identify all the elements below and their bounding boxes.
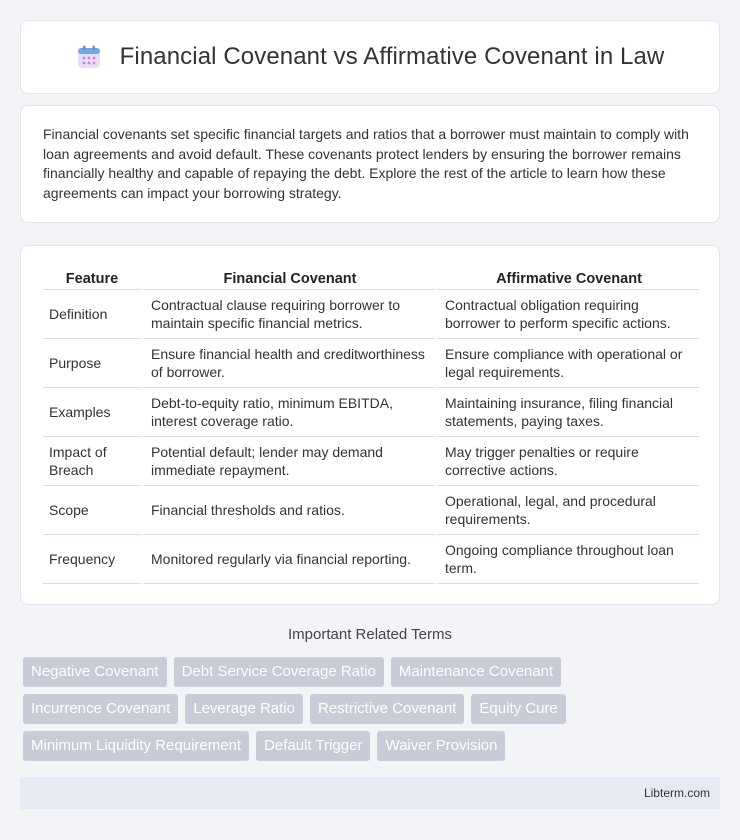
footer-site-link[interactable]: Libterm.com <box>643 786 710 800</box>
header-financial-covenant: Financial Covenant <box>141 264 435 290</box>
row-affirmative: Operational, legal, and procedural requirements. <box>435 486 699 535</box>
row-affirmative: May trigger penalties or require corrective actions. <box>435 437 699 486</box>
table-row <box>43 388 699 437</box>
row-affirmative: Contractual obligation requiring borrower to perform specific actions. <box>435 290 699 339</box>
related-terms-title: Important Related Terms <box>288 626 452 643</box>
related-term-tag[interactable]: Maintenance Covenant <box>391 657 561 687</box>
row-feature: Frequency <box>43 535 141 584</box>
calendar-icon <box>76 44 102 70</box>
row-financial: Ensure financial health and creditworthiness of borrower. <box>141 339 435 388</box>
comparison-table <box>43 264 699 584</box>
related-term-tag[interactable]: Waiver Provision <box>377 731 505 761</box>
page-title: Financial Covenant vs Affirmative Covenant in Law <box>119 43 665 70</box>
table-row <box>43 339 699 388</box>
footer <box>20 777 720 809</box>
row-feature: Examples <box>43 388 141 437</box>
row-feature: Definition <box>43 290 141 339</box>
related-term-tag[interactable]: Negative Covenant <box>23 657 167 687</box>
comparison-table-card <box>20 245 720 605</box>
row-feature: Scope <box>43 486 141 535</box>
related-term-tag[interactable]: Debt Service Coverage Ratio <box>174 657 384 687</box>
related-term-tag[interactable]: Default Trigger <box>256 731 370 761</box>
table-row <box>43 437 699 486</box>
intro-card <box>20 105 720 223</box>
row-financial: Contractual clause requiring borrower to maintain specific financial metrics. <box>141 290 435 339</box>
related-term-tag[interactable]: Restrictive Covenant <box>310 694 464 724</box>
row-financial: Financial thresholds and ratios. <box>141 486 435 535</box>
table-row <box>43 290 699 339</box>
row-feature: Impact of Breach <box>43 437 141 486</box>
row-feature: Purpose <box>43 339 141 388</box>
table-header-row <box>43 264 699 290</box>
related-term-tag[interactable]: Equity Cure <box>471 694 565 724</box>
table-row <box>43 535 699 584</box>
row-affirmative: Ensure compliance with operational or legal requirements. <box>435 339 699 388</box>
related-terms-list <box>23 657 723 761</box>
related-term-tag[interactable]: Minimum Liquidity Requirement <box>23 731 249 761</box>
row-financial: Monitored regularly via financial reporting. <box>141 535 435 584</box>
header-affirmative-covenant: Affirmative Covenant <box>435 264 699 290</box>
row-financial: Potential default; lender may demand immediate repayment. <box>141 437 435 486</box>
intro-text: Financial covenants set specific financial targets and ratios that a borrower must maintain to comply with loan agreements and avoid default. These covenants protect lenders by ensuring the borrower remains financially healthy and capable of repaying the debt. Explore the rest of the article to learn how these agreements can impact your borrowing strategy. <box>43 126 689 201</box>
row-affirmative: Ongoing compliance throughout loan term. <box>435 535 699 584</box>
row-financial: Debt-to-equity ratio, minimum EBITDA, interest coverage ratio. <box>141 388 435 437</box>
related-term-tag[interactable]: Incurrence Covenant <box>23 694 178 724</box>
row-affirmative: Maintaining insurance, filing financial statements, paying taxes. <box>435 388 699 437</box>
header-feature: Feature <box>43 264 141 290</box>
header-card <box>20 20 720 94</box>
table-row <box>43 486 699 535</box>
related-term-tag[interactable]: Leverage Ratio <box>185 694 303 724</box>
